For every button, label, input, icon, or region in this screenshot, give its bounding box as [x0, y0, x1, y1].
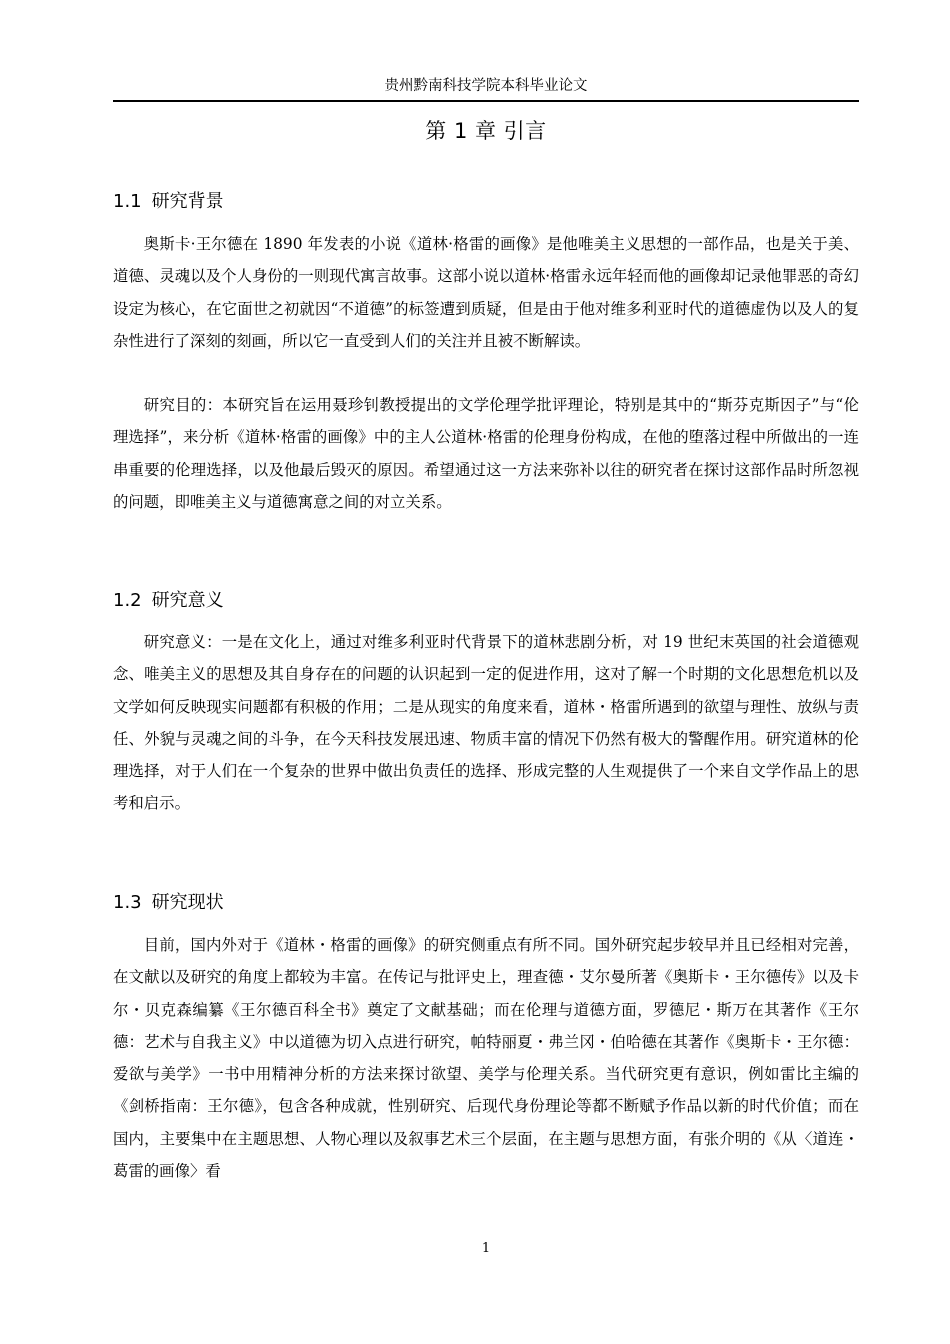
running-header: 贵州黔南科技学院本科毕业论文: [384, 78, 588, 94]
header-rule: [113, 100, 859, 102]
paragraph: 目前，国内外对于《道林・格雷的画像》的研究侧重点有所不同。国外研究起步较早并且已经相对完善，在文献以及研究的角度上都较为丰富。在传记与批评史上，理查德・艾尔曼所著《奥斯卡・王尔德传》以及卡尔・贝克森编纂《王尔德百科全书》奠定了文献基础；而在伦理与道德方面，罗德尼・斯万在其著作《王尔德：艺术与自我主义》中以道德为切入点进行研究，帕特丽夏・弗兰冈・伯哈德在其著作《奥斯卡・王尔德：爱欲与美学》一书中用精神分析的方法来探讨欲望、美学与伦理关系。当代研究更有意识，例如雷比主编的《剑桥指南：王尔德》，包含各种成就，性别研究、后现代身份理论等都不断赋予作品以新的时代价值；而在国内，主要集中在主题思想、人物心理以及叙事艺术三个层面，在主题与思想方面，有张介明的《从〈道连・葛雷的画像〉看: [113, 936, 859, 1181]
section-title: 研究背景: [151, 191, 224, 212]
section-number: 1.1: [113, 191, 142, 212]
section-number: 1.3: [113, 892, 142, 913]
section-title: 研究现状: [151, 892, 224, 913]
paragraph: 研究意义：一是在文化上，通过对维多利亚时代背景下的道林悲剧分析，对 19 世纪末英国的社会道德观念、唯美主义的思想及其自身存在的问题的认识起到一定的促进作用，这对了解一个时期的文化思想危机以及文学如何反映现实问题都有积极的作用；二是从现实的角度来看，道林・格雷所遇到的欲望与理性、放纵与责任、外貌与灵魂之间的斗争，在今天科技发展迅速、物质丰富的情况下仍然有极大的警醒作用。研究道林的伦理选择，对于人们在一个复杂的世界中做出负责任的选择、形成完整的人生观提供了一个来自文学作品上的思考和启示。: [113, 633, 859, 813]
chapter-title: 第 1 章 引言: [425, 119, 547, 143]
section-heading-1-3: [113, 890, 859, 916]
section-heading-1-2: [113, 588, 859, 614]
section-heading-1-1: [113, 189, 859, 215]
paragraph: 研究目的：本研究旨在运用聂珍钊教授提出的文学伦理学批评理论，特别是其中的“斯芬克斯因子”与“伦理选择”，来分析《道林·格雷的画像》中的主人公道林·格雷的伦理身份构成，在他的堕落过程中所做出的一连串重要的伦理选择，以及他最后毁灭的原因。希望通过这一方法来弥补以往的研究者在探讨这部作品时所忽视的问题，即唯美主义与道德寓意之间的对立关系。: [113, 396, 859, 511]
section-title: 研究意义: [151, 590, 224, 611]
paragraph: 奥斯卡·王尔德在 1890 年发表的小说《道林·格雷的画像》是他唯美主义思想的一部作品，也是关于美、道德、灵魂以及个人身份的一则现代寓言故事。这部小说以道林·格雷永远年轻而他的画像却记录他罪恶的奇幻设定为核心，在它面世之初就因“不道德”的标签遭到质疑，但是由于他对维多利亚时代的道德虚伪以及人的复杂性进行了深刻的刻画，所以它一直受到人们的关注并且被不断解读。: [113, 235, 859, 350]
section-number: 1.2: [113, 590, 142, 611]
page-number: 1: [481, 1241, 491, 1256]
